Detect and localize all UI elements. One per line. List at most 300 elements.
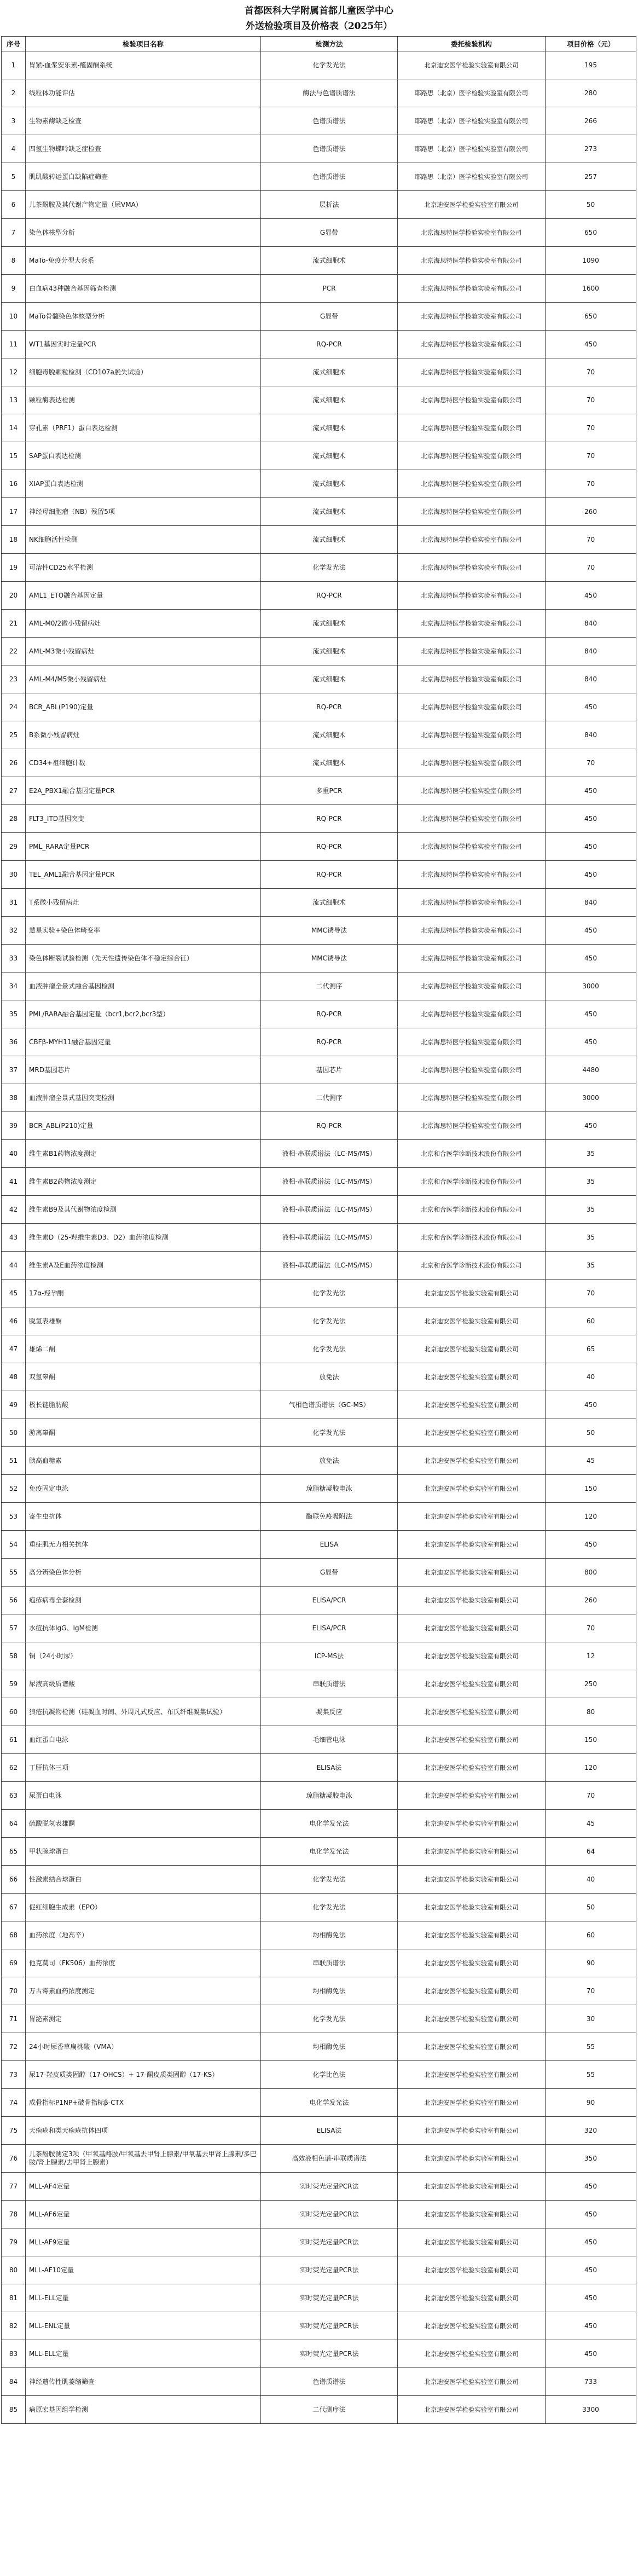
row-organization: 北京海思特医学检验实验室有限公司: [398, 777, 546, 805]
row-method: 流式细胞术: [261, 526, 398, 554]
row-method: 放免法: [261, 1363, 398, 1391]
row-index: 27: [2, 777, 26, 805]
row-method: 流式细胞术: [261, 247, 398, 275]
row-item-name: 胰高血糖素: [26, 1447, 261, 1475]
row-index: 24: [2, 693, 26, 721]
row-item-name: 促红细胞生成素（EPO）: [26, 1894, 261, 1921]
row-index: 37: [2, 1056, 26, 1084]
table-row: [2, 1810, 636, 1838]
row-method: MMC诱导法: [261, 945, 398, 972]
row-price: 90: [546, 2089, 636, 2117]
row-index: 69: [2, 1949, 26, 1977]
row-method: ELISA: [261, 1531, 398, 1559]
row-item-name: WT1基因实时定量PCR: [26, 331, 261, 358]
row-item-name: 血液肿瘤全景式基因突变检测: [26, 1084, 261, 1112]
table-row: [2, 1196, 636, 1224]
row-index: 42: [2, 1196, 26, 1224]
row-method: 色谱质谱法: [261, 163, 398, 191]
row-item-name: 寄生虫抗体: [26, 1503, 261, 1531]
row-item-name: 性激素结合球蛋白: [26, 1866, 261, 1894]
row-price: 65: [546, 1335, 636, 1363]
row-method: 化学发光法: [261, 2005, 398, 2033]
table-header-row: [2, 37, 636, 51]
row-organization: 北京海思特医学检验实验室有限公司: [398, 1084, 546, 1112]
table-row: [2, 1726, 636, 1754]
row-item-name: BCR_ABL(P210)定量: [26, 1112, 261, 1140]
row-price: 450: [546, 331, 636, 358]
row-price: 1090: [546, 247, 636, 275]
row-item-name: MLL-ENL定量: [26, 2312, 261, 2340]
table-row: [2, 2340, 636, 2368]
row-method: 液相-串联质谱法（LC-MS/MS）: [261, 1140, 398, 1168]
row-organization: 北京迪安医学检验实验室有限公司: [398, 1977, 546, 2005]
row-organization: 北京迪安医学检验实验室有限公司: [398, 1838, 546, 1866]
row-item-name: CBFβ-MYH11融合基因定量: [26, 1028, 261, 1056]
table-body: [2, 51, 636, 2424]
row-method: 液相-串联质谱法（LC-MS/MS）: [261, 1224, 398, 1252]
table-row: [2, 1168, 636, 1196]
row-organization: 北京迪安医学检验实验室有限公司: [398, 1670, 546, 1698]
row-organization: 北京海思特医学检验实验室有限公司: [398, 721, 546, 749]
row-item-name: B系微小残留病灶: [26, 721, 261, 749]
row-index: 84: [2, 2368, 26, 2396]
table-row: [2, 51, 636, 79]
row-method: MMC诱导法: [261, 917, 398, 945]
row-item-name: FLT3_ITD基因突变: [26, 805, 261, 833]
row-index: 8: [2, 247, 26, 275]
row-organization: 北京海思特医学检验实验室有限公司: [398, 303, 546, 331]
row-item-name: T系微小残留病灶: [26, 889, 261, 917]
row-organization: 北京和合医学诊断技术股份有限公司: [398, 1196, 546, 1224]
table-row: [2, 665, 636, 693]
row-item-name: MLL-AF9定量: [26, 2228, 261, 2256]
row-organization: 北京迪安医学检验实验室有限公司: [398, 1419, 546, 1447]
table-row: [2, 1475, 636, 1503]
row-index: 65: [2, 1838, 26, 1866]
row-price: 250: [546, 1670, 636, 1698]
table-row: [2, 247, 636, 275]
row-price: 120: [546, 1754, 636, 1782]
row-index: 18: [2, 526, 26, 554]
table-row: [2, 1503, 636, 1531]
row-method: 色谱质谱法: [261, 2368, 398, 2396]
table-row: [2, 414, 636, 442]
row-index: 2: [2, 79, 26, 107]
row-organization: 北京迪安医学检验实验室有限公司: [398, 1363, 546, 1391]
row-index: 26: [2, 749, 26, 777]
row-price: 35: [546, 1140, 636, 1168]
row-organization: 北京海思特医学检验实验室有限公司: [398, 275, 546, 303]
row-method: 实时荧光定量PCR法: [261, 2340, 398, 2368]
row-method: RQ-PCR: [261, 1112, 398, 1140]
row-method: 实时荧光定量PCR法: [261, 2228, 398, 2256]
row-price: 90: [546, 1949, 636, 1977]
row-price: 450: [546, 1000, 636, 1028]
row-price: 30: [546, 2005, 636, 2033]
row-item-name: MaTo骨髓染色体核型分析: [26, 303, 261, 331]
row-index: 85: [2, 2396, 26, 2424]
row-item-name: BCR_ABL(P190)定量: [26, 693, 261, 721]
table-row: [2, 861, 636, 889]
table-row: [2, 1614, 636, 1642]
row-method: RQ-PCR: [261, 693, 398, 721]
row-organization: 北京迪安医学检验实验室有限公司: [398, 1642, 546, 1670]
row-index: 25: [2, 721, 26, 749]
row-organization: 北京海思特医学检验实验室有限公司: [398, 247, 546, 275]
row-price: 320: [546, 2117, 636, 2145]
row-index: 19: [2, 554, 26, 582]
row-item-name: 染色体核型分析: [26, 219, 261, 247]
row-index: 77: [2, 2173, 26, 2201]
table-row: [2, 972, 636, 1000]
row-price: 35: [546, 1168, 636, 1196]
row-index: 28: [2, 805, 26, 833]
row-organization: 北京迪安医学检验实验室有限公司: [398, 1531, 546, 1559]
row-price: 150: [546, 1726, 636, 1754]
row-method: RQ-PCR: [261, 1000, 398, 1028]
row-index: 14: [2, 414, 26, 442]
row-organization: 北京海思特医学检验实验室有限公司: [398, 582, 546, 610]
row-index: 7: [2, 219, 26, 247]
row-organization: 北京和合医学诊断技术股份有限公司: [398, 1224, 546, 1252]
table-row: [2, 1698, 636, 1726]
row-price: 70: [546, 442, 636, 470]
row-item-name: 维生素B1药物浓度测定: [26, 1140, 261, 1168]
row-method: ELISA/PCR: [261, 1614, 398, 1642]
row-method: 化学发光法: [261, 1307, 398, 1335]
row-price: 50: [546, 1894, 636, 1921]
row-index: 59: [2, 1670, 26, 1698]
row-price: 733: [546, 2368, 636, 2396]
row-organization: 北京海思特医学检验实验室有限公司: [398, 861, 546, 889]
row-price: 273: [546, 135, 636, 163]
row-method: 基因芯片: [261, 1056, 398, 1084]
row-price: 450: [546, 1391, 636, 1419]
row-organization: 北京海思特医学检验实验室有限公司: [398, 889, 546, 917]
row-method: RQ-PCR: [261, 833, 398, 861]
row-price: 70: [546, 1614, 636, 1642]
row-index: 21: [2, 610, 26, 638]
row-organization: 北京海思特医学检验实验室有限公司: [398, 442, 546, 470]
table-row: [2, 2396, 636, 2424]
row-price: 450: [546, 1112, 636, 1140]
row-price: 4480: [546, 1056, 636, 1084]
table-row: [2, 749, 636, 777]
row-index: 3: [2, 107, 26, 135]
row-method: 琼脂糖凝胶电泳: [261, 1782, 398, 1810]
row-organization: 耶路思（北京）医学检验实验室有限公司: [398, 107, 546, 135]
row-index: 60: [2, 1698, 26, 1726]
row-organization: 北京迪安医学检验实验室有限公司: [398, 2256, 546, 2284]
row-method: G显带: [261, 303, 398, 331]
table-row: [2, 1307, 636, 1335]
row-index: 46: [2, 1307, 26, 1335]
row-method: PCR: [261, 275, 398, 303]
row-organization: 北京海思特医学检验实验室有限公司: [398, 805, 546, 833]
row-item-name: 可溶性CD25水平检测: [26, 554, 261, 582]
row-price: 1600: [546, 275, 636, 303]
row-price: 120: [546, 1503, 636, 1531]
row-method: 气相色谱质谱法（GC-MS）: [261, 1391, 398, 1419]
row-method: 凝集反应: [261, 1698, 398, 1726]
table-row: [2, 693, 636, 721]
row-price: 450: [546, 1028, 636, 1056]
table-row: [2, 2368, 636, 2396]
row-price: 840: [546, 721, 636, 749]
row-method: RQ-PCR: [261, 861, 398, 889]
table-row: [2, 1866, 636, 1894]
row-item-name: 维生素A及E血药浓度检测: [26, 1252, 261, 1280]
table-row: [2, 582, 636, 610]
row-price: 64: [546, 1838, 636, 1866]
table-row: [2, 1447, 636, 1475]
table-row: [2, 2173, 636, 2201]
row-index: 68: [2, 1921, 26, 1949]
row-organization: 北京迪安医学检验实验室有限公司: [398, 1810, 546, 1838]
row-organization: 北京迪安医学检验实验室有限公司: [398, 2005, 546, 2033]
row-method: ELISA/PCR: [261, 1587, 398, 1614]
row-item-name: MLL-AF10定量: [26, 2256, 261, 2284]
row-item-name: 儿茶酚胺及其代谢产物定量（尿VMA）: [26, 191, 261, 219]
row-index: 30: [2, 861, 26, 889]
row-organization: 北京迪安医学检验实验室有限公司: [398, 1949, 546, 1977]
table-row: [2, 945, 636, 972]
row-index: 66: [2, 1866, 26, 1894]
table-row: [2, 470, 636, 498]
row-index: 39: [2, 1112, 26, 1140]
row-item-name: MRD基因芯片: [26, 1056, 261, 1084]
table-row: [2, 1084, 636, 1112]
row-item-name: 颗粒酶表达检测: [26, 386, 261, 414]
row-index: 49: [2, 1391, 26, 1419]
row-price: 35: [546, 1252, 636, 1280]
table-row: [2, 2089, 636, 2117]
row-price: 45: [546, 1447, 636, 1475]
row-method: 流式细胞术: [261, 414, 398, 442]
row-index: 81: [2, 2284, 26, 2312]
row-item-name: SAP蛋白表达检测: [26, 442, 261, 470]
row-organization: 北京海思特医学检验实验室有限公司: [398, 749, 546, 777]
row-organization: 北京迪安医学检验实验室有限公司: [398, 1698, 546, 1726]
row-method: 均相酶免法: [261, 1977, 398, 2005]
table-row: [2, 135, 636, 163]
table-row: [2, 1028, 636, 1056]
table-row: [2, 777, 636, 805]
row-method: ICP-MS法: [261, 1642, 398, 1670]
row-price: 70: [546, 1280, 636, 1307]
row-method: 化学发光法: [261, 1335, 398, 1363]
row-price: 840: [546, 889, 636, 917]
row-organization: 北京迪安医学检验实验室有限公司: [398, 2396, 546, 2424]
row-price: 150: [546, 1475, 636, 1503]
row-item-name: AML-M3微小残留病灶: [26, 638, 261, 665]
row-item-name: 双氢睾酮: [26, 1363, 261, 1391]
table-row: [2, 275, 636, 303]
row-price: 70: [546, 1782, 636, 1810]
table-row: [2, 1280, 636, 1307]
row-organization: 北京迪安医学检验实验室有限公司: [398, 1559, 546, 1587]
table-row: [2, 1140, 636, 1168]
row-method: RQ-PCR: [261, 331, 398, 358]
row-item-name: AML-M0/2微小残留病灶: [26, 610, 261, 638]
table-row: [2, 1894, 636, 1921]
row-price: 70: [546, 414, 636, 442]
row-item-name: 重症肌无力相关抗体: [26, 1531, 261, 1559]
table-row: [2, 1419, 636, 1447]
row-index: 52: [2, 1475, 26, 1503]
table-row: [2, 1112, 636, 1140]
row-method: 流式细胞术: [261, 358, 398, 386]
row-organization: 北京海思特医学检验实验室有限公司: [398, 358, 546, 386]
row-index: 20: [2, 582, 26, 610]
row-organization: 北京海思特医学检验实验室有限公司: [398, 498, 546, 526]
row-price: 50: [546, 191, 636, 219]
table-row: [2, 1782, 636, 1810]
row-organization: 耶路思（北京）医学检验实验室有限公司: [398, 79, 546, 107]
row-price: 840: [546, 638, 636, 665]
row-index: 73: [2, 2061, 26, 2089]
row-organization: 北京海思特医学检验实验室有限公司: [398, 1056, 546, 1084]
row-item-name: 肌肌酸转运蛋白缺陷症筛查: [26, 163, 261, 191]
row-method: 实时荧光定量PCR法: [261, 2284, 398, 2312]
row-index: 34: [2, 972, 26, 1000]
row-price: 70: [546, 358, 636, 386]
header-method: 检测方法: [261, 37, 398, 51]
document-title: [1, 0, 637, 36]
row-organization: 北京迪安医学检验实验室有限公司: [398, 2228, 546, 2256]
row-item-name: MLL-AF6定量: [26, 2201, 261, 2228]
table-row: [2, 358, 636, 386]
row-price: 60: [546, 1307, 636, 1335]
row-item-name: 维生素B2药物浓度测定: [26, 1168, 261, 1196]
row-item-name: 甲状腺球蛋白: [26, 1838, 261, 1866]
row-organization: 北京迪安医学检验实验室有限公司: [398, 1754, 546, 1782]
row-method: 液相-串联质谱法（LC-MS/MS）: [261, 1196, 398, 1224]
row-method: 流式细胞术: [261, 610, 398, 638]
row-price: 650: [546, 303, 636, 331]
table-row: [2, 2033, 636, 2061]
row-organization: 北京迪安医学检验实验室有限公司: [398, 2368, 546, 2396]
row-item-name: 白血病43种融合基因筛查检测: [26, 275, 261, 303]
row-method: 液相-串联质谱法（LC-MS/MS）: [261, 1252, 398, 1280]
row-organization: 北京海思特医学检验实验室有限公司: [398, 219, 546, 247]
row-method: 流式细胞术: [261, 498, 398, 526]
row-price: 80: [546, 1698, 636, 1726]
row-organization: 北京海思特医学检验实验室有限公司: [398, 414, 546, 442]
row-item-name: 神经遗传性肌萎缩筛查: [26, 2368, 261, 2396]
row-index: 61: [2, 1726, 26, 1754]
row-organization: 北京迪安医学检验实验室有限公司: [398, 2340, 546, 2368]
row-index: 75: [2, 2117, 26, 2145]
row-price: 70: [546, 1977, 636, 2005]
row-method: 串联质谱法: [261, 1670, 398, 1698]
row-item-name: PML/RARA融合基因定量（bcr1,bcr2,bcr3型）: [26, 1000, 261, 1028]
row-method: G显带: [261, 1559, 398, 1587]
row-method: 实时荧光定量PCR法: [261, 2256, 398, 2284]
table-row: [2, 833, 636, 861]
row-item-name: 天疱疮和类天疱疮抗体四项: [26, 2117, 261, 2145]
row-price: 257: [546, 163, 636, 191]
title-line-1: 首都医科大学附属首都儿童医学中心: [245, 5, 393, 16]
row-method: 电化学发光法: [261, 1810, 398, 1838]
row-index: 78: [2, 2201, 26, 2228]
row-item-name: 24小时尿香草扁桃酸（VMA）: [26, 2033, 261, 2061]
row-method: 酶联免疫吸附法: [261, 1503, 398, 1531]
row-method: 流式细胞术: [261, 442, 398, 470]
row-price: 450: [546, 945, 636, 972]
row-price: 195: [546, 51, 636, 79]
row-price: 45: [546, 1810, 636, 1838]
row-price: 40: [546, 1363, 636, 1391]
row-organization: 北京海思特医学检验实验室有限公司: [398, 470, 546, 498]
row-organization: 北京海思特医学检验实验室有限公司: [398, 331, 546, 358]
row-method: 酶法与色谱质谱法: [261, 79, 398, 107]
row-index: 40: [2, 1140, 26, 1168]
row-index: 58: [2, 1642, 26, 1670]
row-index: 11: [2, 331, 26, 358]
header-index: 序号: [2, 37, 26, 51]
row-price: 60: [546, 1921, 636, 1949]
row-index: 4: [2, 135, 26, 163]
row-index: 10: [2, 303, 26, 331]
row-item-name: MaTo-免疫分型大套系: [26, 247, 261, 275]
row-item-name: 高分辨染色体分析: [26, 1559, 261, 1587]
row-item-name: 细胞毒脱颗粒检测（CD107a脱失试验）: [26, 358, 261, 386]
row-method: 毛细管电泳: [261, 1726, 398, 1754]
row-organization: 北京迪安医学检验实验室有限公司: [398, 1447, 546, 1475]
table-row: [2, 1670, 636, 1698]
row-price: 450: [546, 2312, 636, 2340]
row-index: 13: [2, 386, 26, 414]
table-row: [2, 2201, 636, 2228]
row-price: 450: [546, 2284, 636, 2312]
row-method: 串联质谱法: [261, 1949, 398, 1977]
row-item-name: E2A_PBX1融合基因定量PCR: [26, 777, 261, 805]
row-index: 36: [2, 1028, 26, 1056]
row-item-name: 疱疹病毒全套检测: [26, 1587, 261, 1614]
row-price: 70: [546, 386, 636, 414]
row-organization: 北京迪安医学检验实验室有限公司: [398, 1475, 546, 1503]
row-index: 22: [2, 638, 26, 665]
row-item-name: PML_RARA定量PCR: [26, 833, 261, 861]
row-organization: 北京迪安医学检验实验室有限公司: [398, 2284, 546, 2312]
row-price: 450: [546, 1531, 636, 1559]
row-method: 放免法: [261, 1447, 398, 1475]
row-item-name: 胃紧-血浆安乐素-醛固酮系统: [26, 51, 261, 79]
row-organization: 北京海思特医学检验实验室有限公司: [398, 554, 546, 582]
table-row: [2, 107, 636, 135]
row-price: 450: [546, 2256, 636, 2284]
row-method: RQ-PCR: [261, 582, 398, 610]
row-method: 流式细胞术: [261, 721, 398, 749]
row-item-name: 万古霉素血药浓度测定: [26, 1977, 261, 2005]
table-row: [2, 2005, 636, 2033]
table-row: [2, 1642, 636, 1670]
row-index: 80: [2, 2256, 26, 2284]
header-price: 项目价格（元）: [546, 37, 636, 51]
row-index: 5: [2, 163, 26, 191]
row-price: 70: [546, 526, 636, 554]
row-method: 电化学发光法: [261, 2089, 398, 2117]
row-index: 70: [2, 1977, 26, 2005]
table-row: [2, 1335, 636, 1363]
row-item-name: MLL-AF4定量: [26, 2173, 261, 2201]
row-item-name: 血药浓度（地高辛）: [26, 1921, 261, 1949]
row-price: 840: [546, 610, 636, 638]
row-item-name: 水痘抗体IgG、IgM检测: [26, 1614, 261, 1642]
row-organization: 北京迪安医学检验实验室有限公司: [398, 2061, 546, 2089]
row-item-name: 铜（24小时尿）: [26, 1642, 261, 1670]
